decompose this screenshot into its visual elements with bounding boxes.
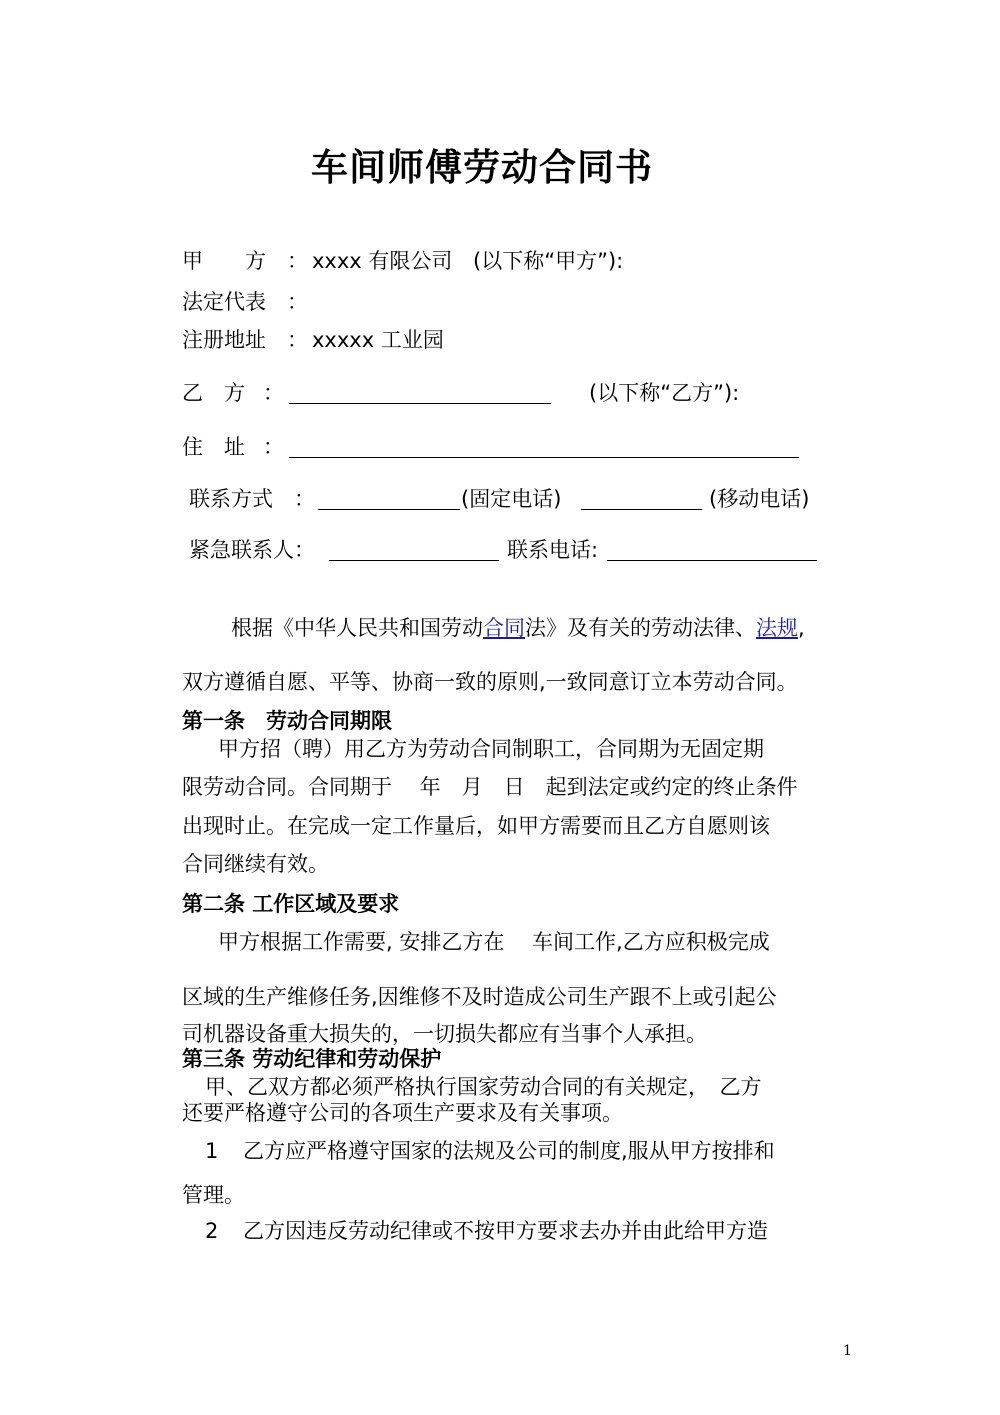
residence-blank: [289, 437, 799, 458]
legal-rep-label: 法定代表: [182, 290, 266, 314]
preamble-line-2: 双方遵循自愿、平等、协商一致的原则,一致同意订立本劳动合同。: [182, 670, 798, 694]
legal-rep-sep: ：: [287, 290, 308, 314]
document-title: 车间师傅劳动合同书: [311, 146, 653, 189]
party-a-value: xxxx 有限公司: [312, 249, 453, 273]
party-b-blank: [289, 383, 551, 404]
party-a-label: 甲 方: [182, 249, 266, 273]
emergency-label: 紧急联系人：: [189, 538, 315, 562]
party-a-sep: ：: [287, 249, 308, 273]
article-1-heading: 第一条 劳动合同期限: [182, 709, 392, 733]
article-1-line: 合同继续有效。: [182, 852, 329, 876]
landline-label: (固定电话): [461, 487, 562, 511]
emergency-phone-label: 联系电话:: [507, 538, 599, 562]
regulations-link[interactable]: 法规: [756, 616, 798, 640]
article-1-line: 限劳动合同。合同期于 年 月 日 起到法定或约定的终止条件: [182, 775, 798, 799]
article-2-line: 司机器设备重大损失的，一切损失都应有当事个人承担。: [182, 1022, 707, 1046]
article-3-line: 甲、乙双方都必须严格执行国家劳动合同的有关规定， 乙方: [205, 1075, 762, 1099]
reg-address-label: 注册地址: [182, 328, 266, 352]
contact-label: 联系方式: [189, 487, 273, 511]
article-2-heading: 第二条 工作区域及要求: [182, 892, 400, 916]
landline-blank: [318, 489, 460, 510]
party-b-label: 乙 方: [182, 381, 245, 405]
mobile-label: (移动电话): [709, 487, 810, 511]
article-3-heading: 第三条 劳动纪律和劳动保护: [182, 1047, 442, 1071]
article-1-line: 甲方招（聘）用乙方为劳动合同制职工，合同期为无固定期: [218, 737, 764, 761]
article-2-line: 区域的生产维修任务,因维修不及时造成公司生产跟不上或引起公: [182, 985, 777, 1009]
page-number: 1: [843, 1343, 852, 1359]
party-b-alias: (以下称“乙方”):: [589, 381, 740, 405]
residence-label: 住 址: [182, 435, 245, 459]
reg-address-sep: ：: [287, 328, 308, 352]
preamble-line-1: 根据《中华人民共和国劳动合同法》及有关的劳动法律、法规,: [231, 616, 805, 640]
party-b-sep: ：: [263, 381, 284, 405]
article-3-item-text: 乙方因违反劳动纪律或不按甲方要求去办并由此给甲方造: [243, 1219, 768, 1243]
contact-sep: ：: [294, 487, 315, 511]
mobile-blank: [581, 489, 702, 510]
party-a-alias: (以下称“甲方”):: [473, 249, 624, 273]
article-3-item-number: 2: [205, 1219, 219, 1243]
emergency-phone-blank: [607, 540, 817, 561]
article-3-line: 还要严格遵守公司的各项生产要求及有关事项。: [182, 1101, 623, 1125]
article-3-item-text: 乙方应严格遵守国家的法规及公司的制度,服从甲方按排和: [243, 1139, 775, 1163]
article-2-line: 甲方根据工作需要, 安排乙方在 车间工作,乙方应积极完成: [218, 930, 770, 954]
emergency-blank: [329, 540, 499, 561]
contract-link[interactable]: 合同: [483, 616, 525, 640]
article-1-line: 出现时止。在完成一定工作量后，如甲方需要而且乙方自愿则该: [182, 814, 770, 838]
residence-sep: ：: [263, 435, 284, 459]
article-3-item-number: 1: [205, 1139, 219, 1163]
reg-address-value: xxxxx 工业园: [312, 328, 444, 352]
article-3-item-continuation: 管理。: [182, 1183, 245, 1207]
